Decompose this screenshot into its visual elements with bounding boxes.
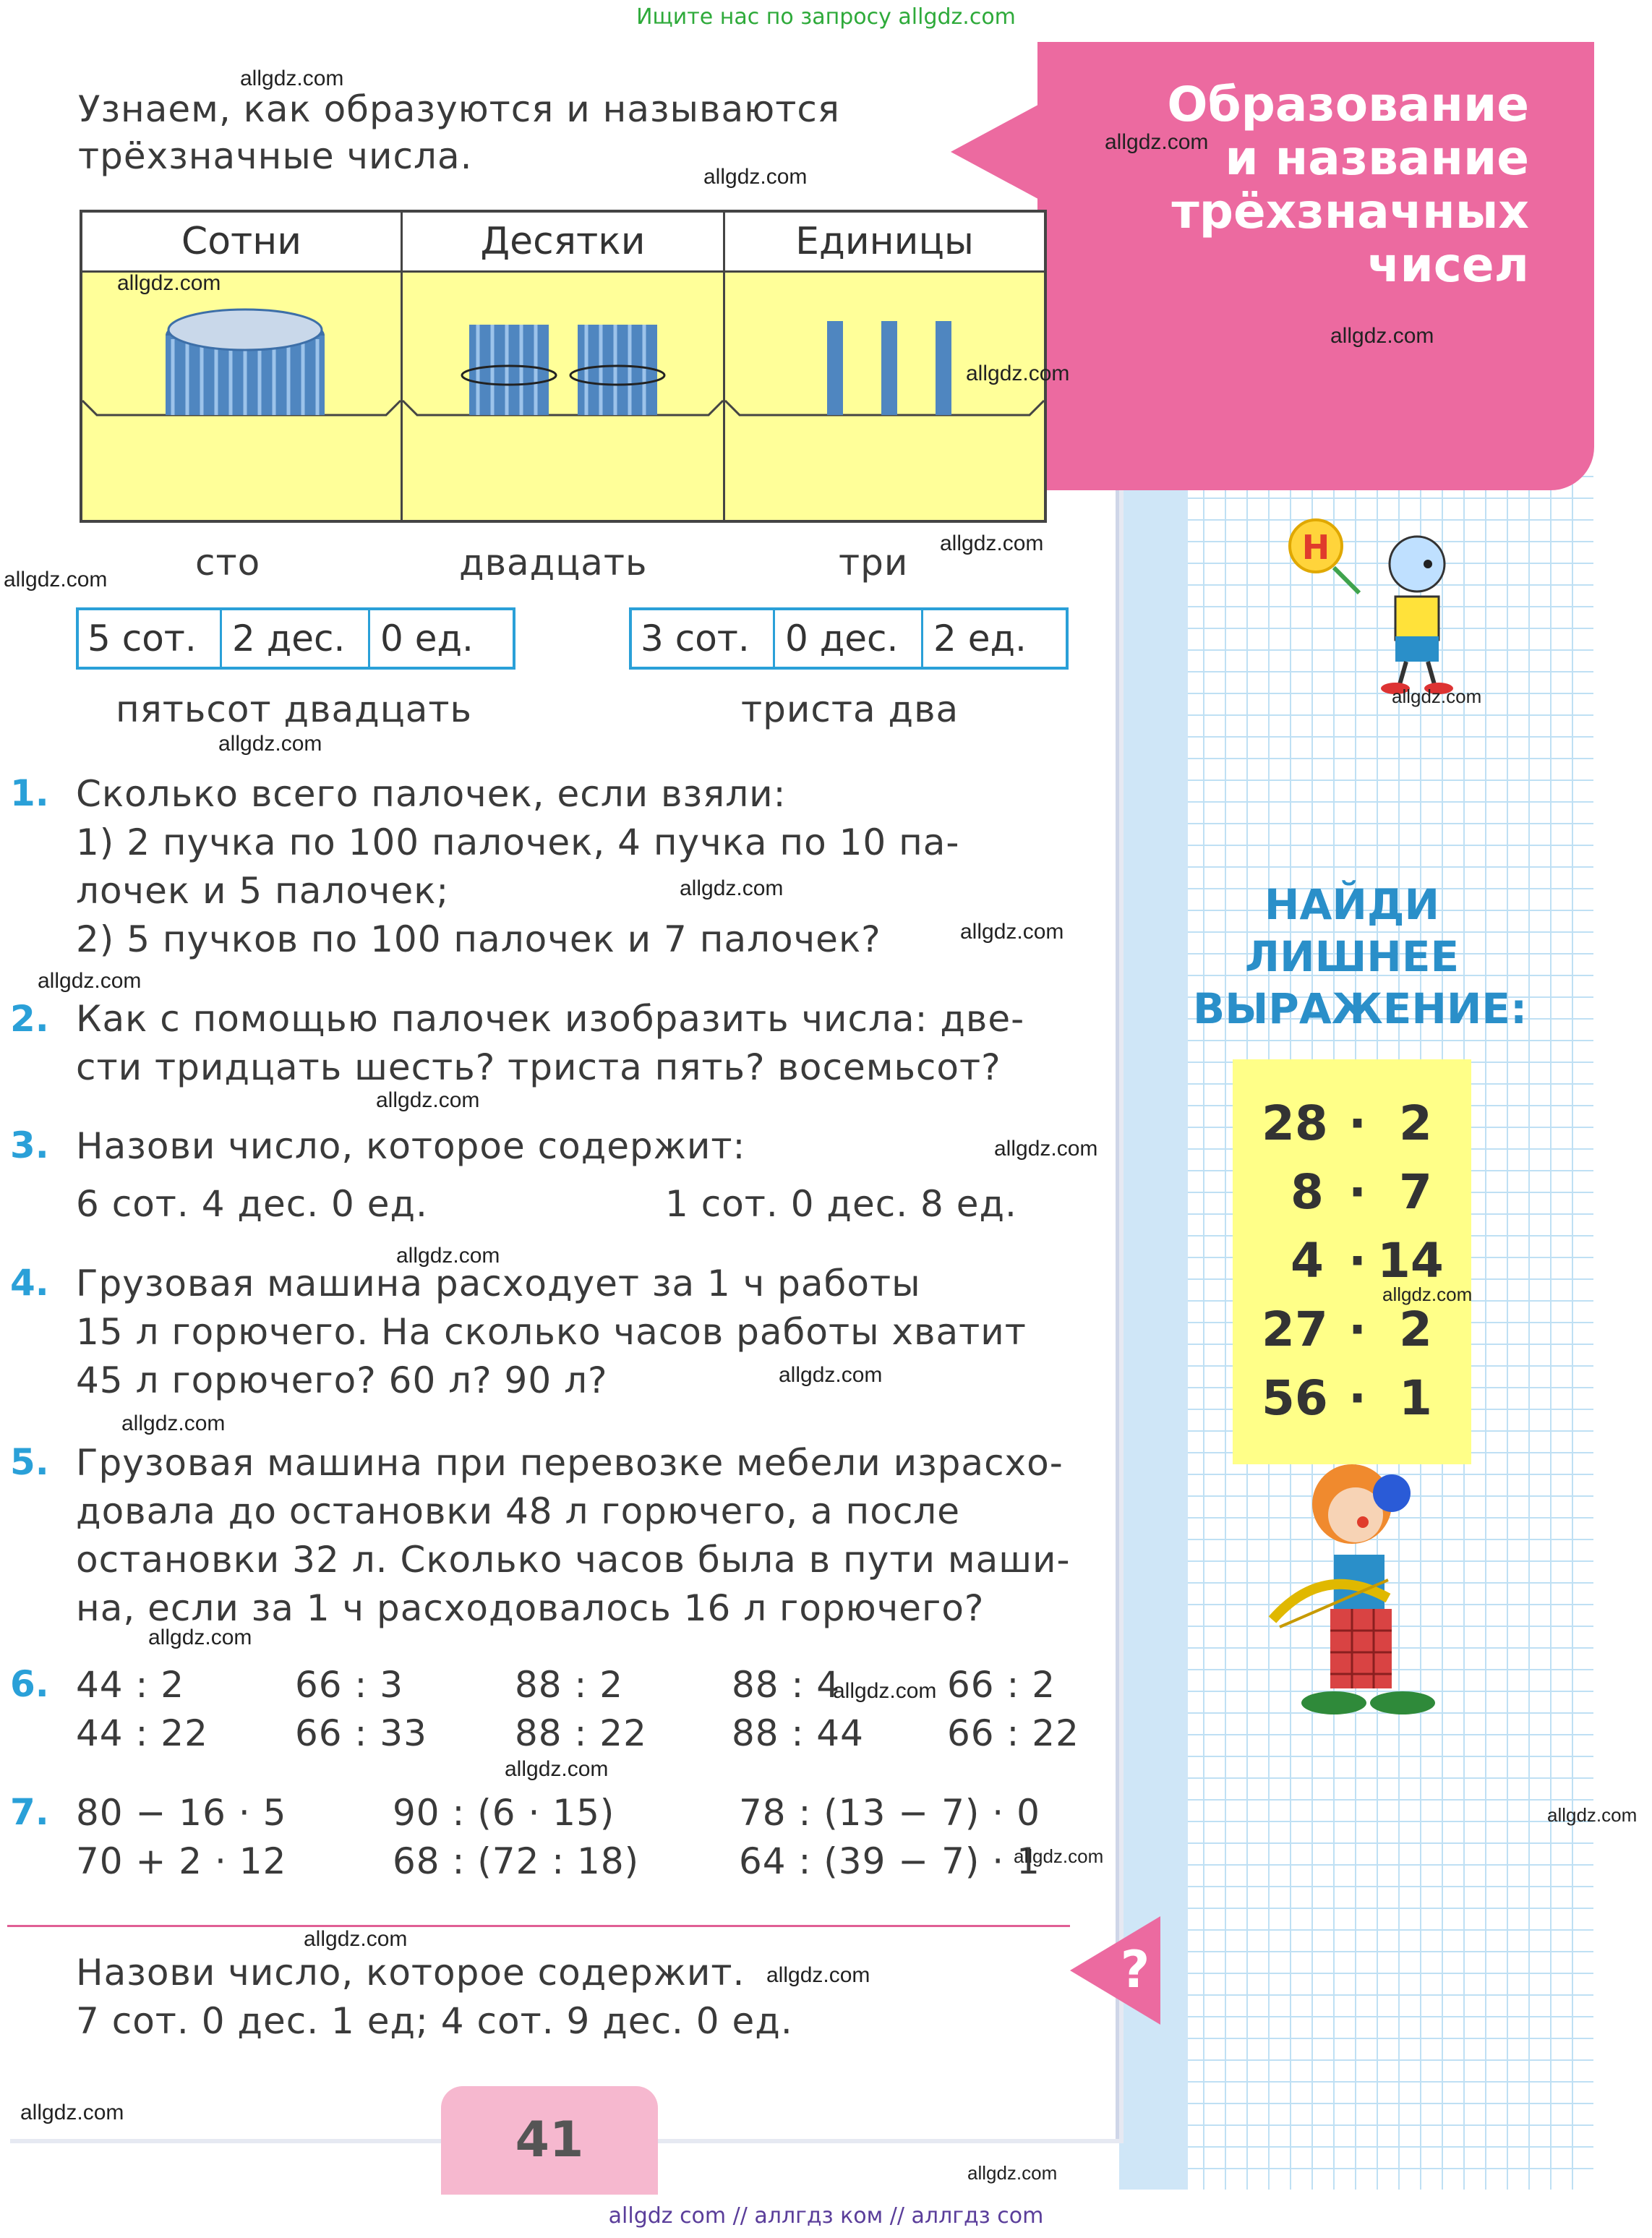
word-units: три	[839, 542, 909, 584]
expr-a: 8	[1291, 1164, 1324, 1220]
task-3-line: Назови число, которое содержит:	[76, 1125, 746, 1167]
watermark: allgdz.com	[376, 1088, 480, 1112]
task-4-line: Грузовая машина расходует за 1 ч работы	[76, 1263, 921, 1304]
watermark: allgdz.com	[960, 920, 1064, 944]
task-5-line: на, если за 1 ч расходовалось 16 л горючего?	[76, 1587, 985, 1629]
box-tens: 0 дес.	[785, 618, 899, 659]
watermark: allgdz.com	[766, 1963, 870, 1987]
task-1-line: Сколько всего палочек, если взяли:	[76, 773, 787, 815]
intro-line-1: Узнаем, как образуются и называются	[78, 88, 840, 130]
task-6-expr: 66 : 22	[947, 1712, 1079, 1754]
word-hundreds: сто	[195, 542, 261, 584]
pink-arrow-icon	[951, 101, 1045, 202]
expr-dot: ·	[1348, 1233, 1367, 1289]
expr-a: 27	[1262, 1302, 1328, 1357]
expr-dot: ·	[1348, 1370, 1367, 1426]
box-tens: 2 дес.	[232, 618, 346, 659]
box-separator	[368, 610, 370, 667]
section-divider	[7, 1925, 1070, 1927]
task-6-expr: 88 : 4	[732, 1664, 841, 1706]
header-tens: Десятки	[403, 213, 723, 273]
task-6-expr: 88 : 2	[515, 1664, 624, 1706]
task-4-line: 15 л горючего. На сколько часов работы хватит	[76, 1311, 1027, 1353]
task-6-expr: 44 : 2	[76, 1664, 185, 1706]
single-sticks-icon	[827, 321, 951, 415]
boy-character-icon	[1280, 513, 1511, 694]
expr-dot: ·	[1348, 1164, 1367, 1220]
task-6-expr: 88 : 44	[732, 1712, 864, 1754]
topic-header-block	[1037, 42, 1594, 490]
task-2-line: Как с помощью палочек изобразить числа: две-	[76, 998, 1025, 1040]
topic-title-line-4: чисел	[1367, 237, 1529, 293]
watermark: allgdz.com	[1330, 324, 1434, 348]
watermark: allgdz.com	[994, 1137, 1098, 1161]
watermark: allgdz.com	[1382, 1284, 1473, 1305]
task-6-expr: 66 : 33	[295, 1712, 427, 1754]
expr-dot: ·	[1348, 1302, 1367, 1357]
watermark: allgdz.com	[121, 1411, 226, 1435]
task-7-expr: 70 + 2 · 12	[76, 1840, 287, 1882]
watermark: allgdz.com	[940, 531, 1044, 555]
watermark: allgdz.com	[1014, 1845, 1104, 1867]
intro-line-2: трёхзначные числа.	[78, 135, 473, 177]
hundred-bundle-icon	[166, 309, 325, 415]
ten-bundle-icon	[462, 325, 556, 415]
expr-b: 2	[1399, 1095, 1432, 1151]
task-6-expr: 88 : 22	[515, 1712, 647, 1754]
task-1-line: 1) 2 пучка по 100 палочек, 4 пучка по 10 па-	[76, 821, 960, 863]
task-7-expr: 90 : (6 · 15)	[393, 1792, 615, 1834]
box1-name: пятьсот двадцать	[116, 688, 472, 730]
box-separator	[773, 610, 775, 667]
watermark: allgdz.com	[1547, 1804, 1638, 1826]
question-mark: ?	[1120, 1940, 1150, 1999]
word-tens: двадцать	[459, 542, 648, 584]
expr-b: 2	[1399, 1302, 1432, 1357]
expr-b: 7	[1399, 1164, 1432, 1220]
box-hundreds: 5 сот.	[87, 618, 197, 659]
sticks-illustration	[82, 270, 1044, 520]
task-3-number: 3.	[10, 1124, 49, 1166]
question-flag-icon	[1070, 1916, 1160, 2025]
header-hundreds: Сотни	[82, 213, 401, 273]
watermark: allgdz.com	[833, 1679, 937, 1703]
task-2-number: 2.	[10, 998, 49, 1040]
bonus-line-2: 7 сот. 0 дес. 1 ед; 4 сот. 9 дес. 0 ед.	[76, 2000, 793, 2042]
watermark: allgdz.com	[1105, 130, 1209, 154]
expr-b: 1	[1399, 1370, 1432, 1426]
task-6-number: 6.	[10, 1663, 49, 1705]
box-separator	[220, 610, 222, 667]
task-6-expr: 66 : 3	[295, 1664, 404, 1706]
watermark: allgdz.com	[505, 1757, 609, 1781]
watermark: allgdz.com	[779, 1363, 883, 1387]
ten-bundle-icon	[570, 325, 664, 415]
expr-a: 56	[1262, 1370, 1328, 1426]
clown-character-icon	[1258, 1453, 1446, 1728]
task-4-line: 45 л горючего? 60 л? 90 л?	[76, 1359, 608, 1401]
watermark: allgdz.com	[396, 1244, 500, 1268]
task-1-line: лочек и 5 палочек;	[76, 870, 450, 912]
task-7-expr: 64 : (39 − 7) · 1	[739, 1840, 1040, 1882]
task-7-expr: 78 : (13 − 7) · 0	[739, 1792, 1040, 1834]
watermark: allgdz.com	[38, 969, 142, 993]
find-odd-line-1: НАЙДИ	[1264, 880, 1440, 929]
bottom-banner[interactable]: allgdz com // аллгдз ком // аллгдз com	[608, 2203, 1044, 2229]
badge-letter: Н	[1301, 528, 1330, 567]
watermark: allgdz.com	[218, 732, 322, 756]
watermark: allgdz.com	[117, 271, 221, 295]
task-6-expr: 66 : 2	[947, 1664, 1056, 1706]
place-value-table	[80, 210, 1047, 523]
watermark: allgdz.com	[20, 2101, 124, 2124]
task-5-number: 5.	[10, 1441, 49, 1483]
place-value-box-520	[76, 607, 515, 670]
task-3-option-b: 1 сот. 0 дес. 8 ед.	[665, 1183, 1017, 1225]
watermark: allgdz.com	[680, 876, 784, 900]
header-units: Единицы	[725, 213, 1044, 273]
watermark: allgdz.com	[148, 1626, 252, 1649]
place-value-box-302	[629, 607, 1069, 670]
task-3-option-a: 6 сот. 4 дес. 0 ед.	[76, 1183, 428, 1225]
task-7-expr: 80 − 16 · 5	[76, 1792, 287, 1834]
task-1-line: 2) 5 пучков по 100 палочек и 7 палочек?	[76, 918, 881, 960]
task-5-line: остановки 32 л. Сколько часов была в пути маши-	[76, 1539, 1071, 1581]
top-banner[interactable]: Ищите нас по запросу allgdz.com	[636, 4, 1016, 30]
expr-a: 4	[1291, 1233, 1324, 1289]
watermark: allgdz.com	[1392, 686, 1482, 707]
box-units: 0 ед.	[380, 618, 474, 659]
topic-title-line-3: трёхзначных	[1171, 184, 1529, 239]
task-7-expr: 68 : (72 : 18)	[393, 1840, 640, 1882]
watermark: allgdz.com	[4, 568, 108, 591]
task-6-expr: 44 : 22	[76, 1712, 208, 1754]
page-number: 41	[441, 2086, 658, 2195]
topic-title-line-2: и название	[1225, 130, 1529, 186]
expressions-card	[1233, 1059, 1471, 1464]
task-5-line: Грузовая машина при перевозке мебели израсхо-	[76, 1442, 1063, 1484]
bonus-line-1: Назови число, которое содержит.	[76, 1952, 745, 1994]
topic-title-line-1: Образование	[1167, 77, 1529, 132]
find-odd-line-2: ЛИШНЕЕ	[1244, 932, 1460, 981]
task-4-number: 4.	[10, 1262, 49, 1304]
task-7-number: 7.	[10, 1791, 49, 1833]
box2-name: триста два	[741, 688, 959, 730]
task-1-number: 1.	[10, 772, 49, 814]
watermark: allgdz.com	[966, 362, 1070, 385]
expr-a: 28	[1262, 1095, 1328, 1151]
watermark: allgdz.com	[703, 165, 808, 189]
watermark: allgdz.com	[304, 1927, 408, 1951]
watermark: allgdz.com	[967, 2162, 1058, 2184]
box-hundreds: 3 сот.	[641, 618, 750, 659]
expr-dot: ·	[1348, 1095, 1367, 1151]
task-5-line: довала до остановки 48 л горючего, а после	[76, 1490, 961, 1532]
find-odd-line-3: ВЫРАЖЕНИЕ:	[1193, 984, 1528, 1033]
box-separator	[921, 610, 923, 667]
watermark: allgdz.com	[240, 67, 344, 90]
expr-b: 14	[1377, 1233, 1444, 1289]
task-2-line: сти тридцать шесть? триста пять? восемьсот?	[76, 1046, 1001, 1088]
box-units: 2 ед.	[933, 618, 1027, 659]
